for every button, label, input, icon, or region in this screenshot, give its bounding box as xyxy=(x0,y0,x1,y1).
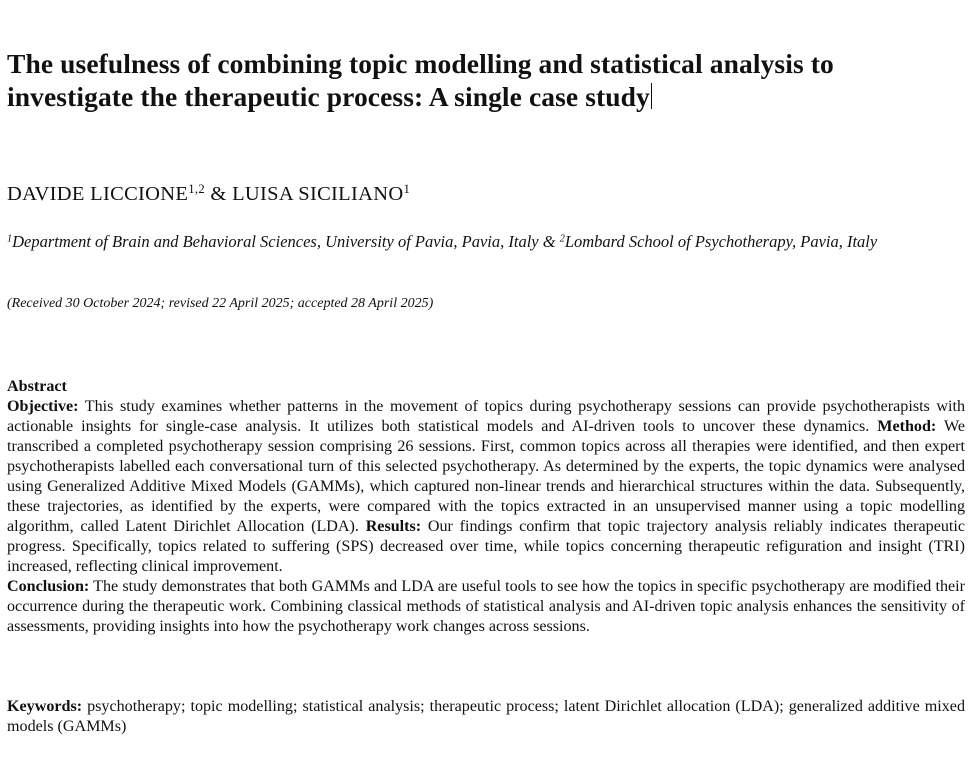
objective-text: This study examines whether patterns in the movement of topics during psychotherapy sessions can provide psychotherapists with actionable insights for single-case analysis. It utilizes both statistical models and AI-driven tools to uncover these dynamics. xyxy=(7,398,965,435)
method-label: Method: xyxy=(877,418,937,435)
abstract xyxy=(7,377,965,637)
keywords xyxy=(7,697,965,737)
method-text: We transcribed a completed psychotherapy session comprising 26 sessions. First, common topics across all therapies were identified, and then expert psychotherapists labelled each conversational turn of this selected psychotherapy. As determined by the experts, the topic dynamics were analysed using Generalized Additive Mixed Models (GAMMs), which captured non-linear trends and hierarchical structures within the data. Subsequently, these trajectories, as identified by the experts, were compared with the topics extracted in an unsupervised manner using a topic modelling algorithm, called Latent Dirichlet Allocation (LDA). xyxy=(7,418,965,535)
author-affiliation-mark: 1,2 xyxy=(188,182,205,197)
author-separator: & xyxy=(204,183,233,205)
affiliation-mark: 1 xyxy=(7,233,13,245)
results-label: Results: xyxy=(365,518,422,535)
affiliations xyxy=(7,229,965,254)
author-affiliation-mark: 1 xyxy=(403,182,411,197)
affiliation-text: Lombard School of Psychotherapy, Pavia, Italy xyxy=(564,232,878,251)
paper-title-text: The usefulness of combining topic modelling and statistical analysis to investigate the therapeutic process: A single case study xyxy=(7,48,834,112)
paper-title xyxy=(7,47,965,113)
keywords-label: Keywords: xyxy=(7,698,83,715)
objective-label: Objective: xyxy=(7,398,79,415)
affiliation-text: Department of Brain and Behavioral Sciences, University of Pavia, Pavia, Italy xyxy=(12,232,539,251)
abstract-heading: Abstract xyxy=(7,378,67,395)
author-name: LUISA SICILIANO xyxy=(232,183,404,205)
affiliation-separator: & xyxy=(538,232,560,251)
abstract-body xyxy=(7,397,965,637)
conclusion-label: Conclusion: xyxy=(7,578,90,595)
affiliation-mark: 2 xyxy=(559,233,565,245)
author-list xyxy=(7,181,410,207)
conclusion-text: The study demonstrates that both GAMMs and LDA are useful tools to see how the topics in specific psychotherapy are modified their occurrence during the therapeutic work. Combining classical methods of statistical analysis and AI-driven topic analysis enhances the sensitivity of assessments, providing insights into how the psychotherapy work changes across sessions. xyxy=(7,578,965,635)
submission-dates: (Received 30 October 2024; revised 22 April 2025; accepted 28 April 2025) xyxy=(7,296,434,311)
text-cursor xyxy=(651,83,653,109)
keywords-text: psychotherapy; topic modelling; statistical analysis; therapeutic process; latent Dirichlet allocation (LDA); generalized additive mixed models (GAMMs) xyxy=(7,698,965,735)
author-name: DAVIDE LICCIONE xyxy=(7,183,189,205)
results-text: Our findings confirm that topic trajectory analysis reliably indicates therapeutic progress. Specifically, topics related to suffering (SPS) decreased over time, while topics concerning therapeutic refiguration and insight (TRI) increased, reflecting clinical improvement. xyxy=(7,518,965,575)
